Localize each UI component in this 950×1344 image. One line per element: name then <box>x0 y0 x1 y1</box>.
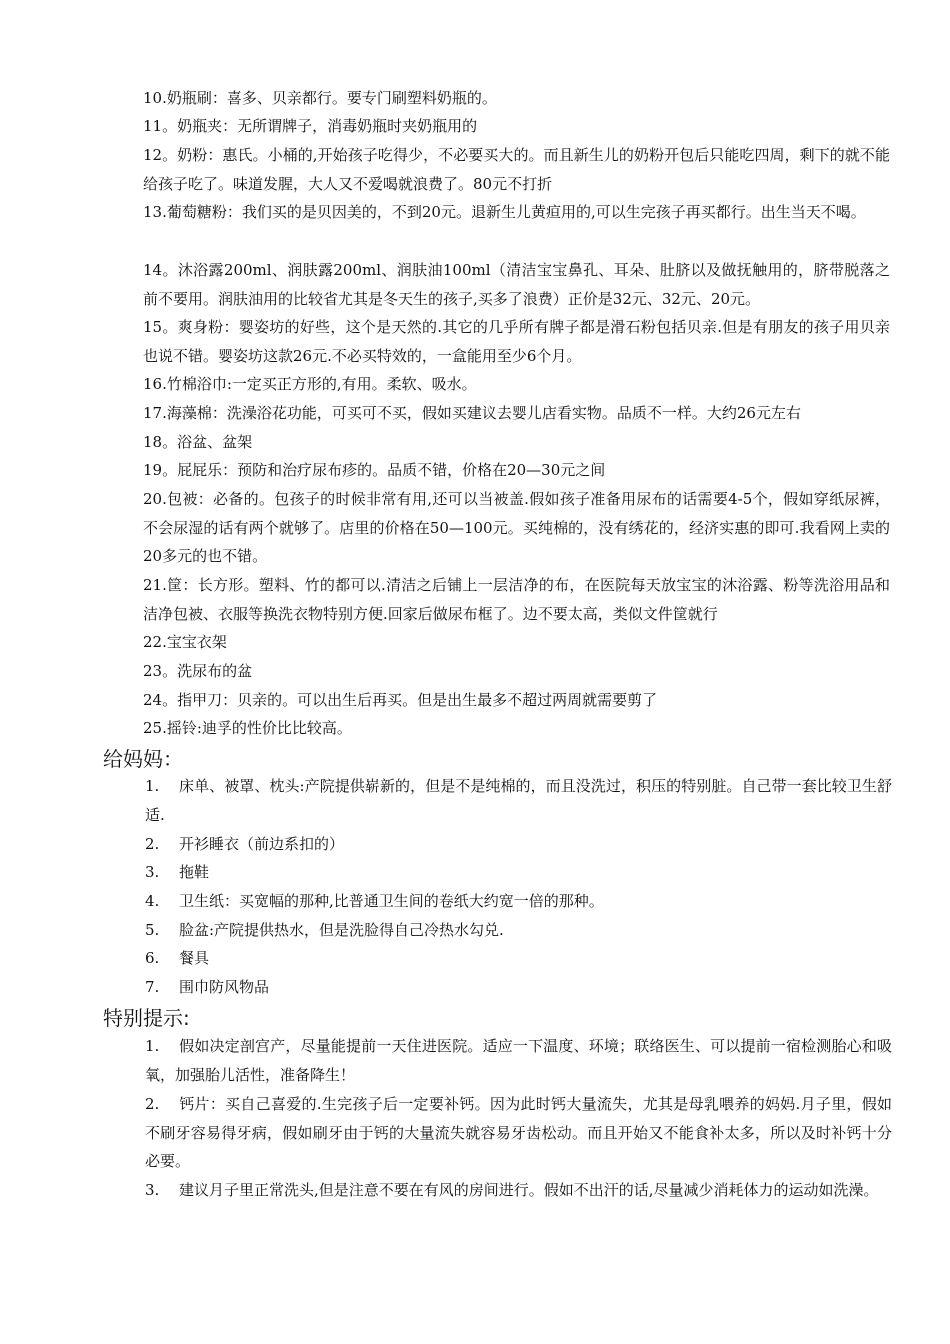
list-item: 11。奶瓶夹：无所谓牌子，消毒奶瓶时夹奶瓶用的 <box>143 117 478 135</box>
list-item <box>145 772 892 829</box>
item-number: 5. <box>145 921 160 939</box>
item-number: 3. <box>145 863 160 881</box>
item-text: 假如决定剖宫产，尽量能提前一天住进医院。适应一下温度、环境；联络医生、可以提前一宿检测胎心和吸氧，加强胎儿活性，准备降生！ <box>145 1037 892 1084</box>
item-text: 钙片：买自己喜爱的.生完孩子后一定要补钙。因为此时钙大量流失，尤其是母乳喂养的妈妈.月子里，假如不刷牙容易得牙病，假如刷牙由于钙的大量流失就容易牙齿松动。而且开始又不能食补太多，所以及时补钙十分必要。 <box>145 1095 892 1171</box>
item-text: 围巾防风物品 <box>179 978 270 996</box>
list-item <box>145 973 892 1002</box>
list-item: 19。屁屁乐：预防和治疗尿布疹的。品质不错，价格在20—30元之间 <box>143 461 606 479</box>
list-item: 17.海藻棉：洗澡浴花功能，可买可不买，假如买建议去婴儿店看实物。品质不一样。大约26元左右 <box>143 404 801 422</box>
item-text: 餐具 <box>179 949 210 967</box>
item-number: 2. <box>145 835 160 853</box>
list-item: 14。沐浴露200ml、润肤露200ml、润肤油100ml（清洁宝宝鼻孔、耳朵、肚脐以及做抚触用的，脐带脱落之前不要用。润肤油用的比较省尤其是冬天生的孩子,买多了浪费）正价是32元、32元、20元。 <box>143 261 890 308</box>
list-item: 12。奶粉：惠氏。小桶的,开始孩子吃得少，不必要买大的。而且新生儿的奶粉开包后只能吃四周，剩下的就不能给孩子吃了。味道发腥，大人又不爱喝就浪费了。80元不打折 <box>143 146 890 193</box>
list-item <box>145 1032 892 1089</box>
list-item: 22.宝宝衣架 <box>143 633 227 651</box>
list-item <box>145 858 892 887</box>
list-item: 15。爽身粉：婴姿坊的好些，这个是天然的.其它的几乎所有牌子都是滑石粉包括贝亲.但是有朋友的孩子用贝亲也说不错。婴姿坊这款26元.不必买特效的，一盒能用至少6个月。 <box>143 318 890 365</box>
item-text: 开衫睡衣（前边系扣的） <box>179 835 345 853</box>
list-item: 20.包被：必备的。包孩子的时候非常有用,还可以当被盖.假如孩子准备用尿布的话需要4-5个，假如穿纸尿裤，不会尿湿的话有两个就够了。店里的价格在50—100元。买纯棉的，没有绣花的，经济实惠的即可.我看网上卖的20多元的也不错。 <box>143 490 890 566</box>
item-number: 2. <box>145 1095 160 1113</box>
list-item: 13.葡萄糖粉：我们买的是贝因美的，不到20元。退新生儿黄疸用的,可以生完孩子再买都行。出生当天不喝。 <box>143 203 866 221</box>
item-number: 1. <box>145 1037 160 1055</box>
list-item <box>145 830 892 859</box>
list-item <box>145 1176 892 1205</box>
list-item <box>145 1090 892 1176</box>
item-number: 4. <box>145 892 160 910</box>
list-item: 10.奶瓶刷：喜多、贝亲都行。要专门刷塑料奶瓶的。 <box>143 89 497 107</box>
section-heading-mom: 给妈妈： <box>103 747 183 771</box>
list-item <box>145 944 892 973</box>
list-item <box>145 916 892 945</box>
item-text: 床单、被罩、枕头:产院提供崭新的，但是不是纯棉的，而且没洗过，积压的特别脏。自己带一套比较卫生舒适. <box>145 777 892 824</box>
list-item: 21.筐：长方形。塑料、竹的都可以.清洁之后铺上一层洁净的布，在医院每天放宝宝的沐浴露、粉等洗浴用品和洁净包被、衣服等换洗衣物特别方便.回家后做尿布框了。边不要太高，类似文件筐就行 <box>143 576 890 623</box>
list-item: 24。指甲刀：贝亲的。可以出生后再买。但是出生最多不超过两周就需要剪了 <box>143 691 658 709</box>
item-text: 脸盆:产院提供热水，但是洗脸得自己冷热水勾兑. <box>179 921 504 939</box>
list-item: 16.竹棉浴巾:一定买正方形的,有用。柔软、吸水。 <box>143 375 477 393</box>
item-text: 拖鞋 <box>179 863 210 881</box>
list-item: 18。浴盆、盆架 <box>143 433 253 451</box>
list-item: 25.摇铃:迪孚的性价比比较高。 <box>143 719 352 737</box>
list-item: 23。洗尿布的盆 <box>143 662 253 680</box>
section-heading-tips: 特别提示: <box>103 1006 190 1030</box>
item-text: 卫生纸：买宽幅的那种,比普通卫生间的卷纸大约宽一倍的那种。 <box>179 892 604 910</box>
item-number: 7. <box>145 978 160 996</box>
item-number: 6. <box>145 949 160 967</box>
item-text: 建议月子里正常洗头,但是注意不要在有风的房间进行。假如不出汗的话,尽量减少消耗体力的运动如洗澡。 <box>179 1181 879 1199</box>
list-item <box>145 887 892 916</box>
item-number: 3. <box>145 1181 160 1199</box>
item-number: 1. <box>145 777 160 795</box>
